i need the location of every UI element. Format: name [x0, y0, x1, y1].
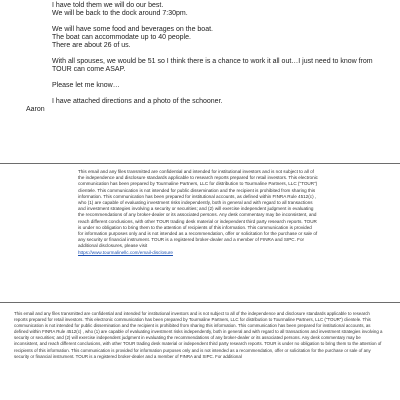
- let-me-know-line: Please let me know…: [52, 82, 120, 89]
- body-line: There are about 26 of us.: [52, 42, 131, 49]
- attached-line: I have attached directions and a photo of the schooner.: [52, 98, 223, 105]
- indented-block-2: [26, 26, 386, 50]
- disclaimer-2-text: This email and any files transmitted are confidential and intended for institutional investors and is not subject to all of the independence and disclosure standards applicable to research reports prepared for retail investors. This electronic communication has been prepared by Tourmaline Partners, LLC for distribution to Tourmaline Partners, LLC ("TOUR") clientele. This communication is not intended for public dissemination and the recipient is prohibited from sharing this information. This communication has been prepared for institutional accounts, as defined within FINRA Rule 4512(c) , who (1) are capable of evaluating investment risks independently, both in general and with regard to all transactions and investment strategies involving a security or securities; and (2) will exercise independent judgment in evaluating the recommendations of any broker-dealer or its associated persons. Any desk commentary may be inconsistent, and reach different conclusions, with other TOUR trading desk material or independent third party research reports. TOUR is under no obligation to bring them to the attention of recipients of this information. This communication is provided for information purposes only and is not intended as a recommendation, offer or solicitation for the purchase or sale of any security or financial instrument. TOUR is a registered broker-dealer and a member of FINRA and SIPC. For additional: [14, 311, 383, 359]
- disclaimer-1-text: This email and any files transmitted are confidential and intended for institutional investors and is not subject to all of the independence and disclosure standards applicable to research reports prepared for retail investors. This electronic communication has been prepared by Tourmaline Partners, LLC for distribution to Tourmaline Partners, LLC ("TOUR") clientele. This communication is not intended for public dissemination and the recipient is prohibited from sharing this information. This communication has been prepared for institutional accounts, as defined within FINRA Rule 4512(c) , who (1) are capable of evaluating investment risks independently, both in general and with regard to all transactions and investment strategies involving a security or securities; and (2) will exercise independent judgment in evaluating the recommendations of any broker-dealer or its associated persons. Any desk commentary may be inconsistent, and reach different conclusions, with other TOUR trading desk material or independent third party research reports. TOUR is under no obligation to bring them to the attention of recipients of this information. This communication is provided for information purposes only and is not intended as a recommendation, offer or solicitation for the purchase or sale of any security or financial instrument. TOUR is a registered broker-dealer and a member of FINRA and SIPC. For additional disclosures, please visit: [78, 169, 318, 249]
- body-line: The boat can accommodate up to 40 people.: [52, 34, 191, 41]
- body-line: We will be back to the dock around 7:30pm.: [52, 10, 188, 17]
- body-line: I have told them we will do our best.: [52, 2, 164, 9]
- body-line: We will have some food and beverages on the boat.: [52, 26, 213, 33]
- disclaimer-2: [14, 311, 384, 360]
- disclaimer-1: [78, 169, 318, 256]
- divider-2: [0, 302, 400, 303]
- disclosure-link[interactable]: https://www.tourmalinellc.com/email-disclosure: [78, 249, 173, 255]
- email-body: [26, 2, 386, 114]
- signature: Aaron: [26, 106, 45, 113]
- spouses-paragraph: With all spouses, we would be 51 so I think there is a chance to work it all out…I just need to know from TOUR can come ASAP.: [52, 58, 373, 73]
- divider-1: [0, 163, 400, 164]
- indented-block-1: [26, 2, 386, 18]
